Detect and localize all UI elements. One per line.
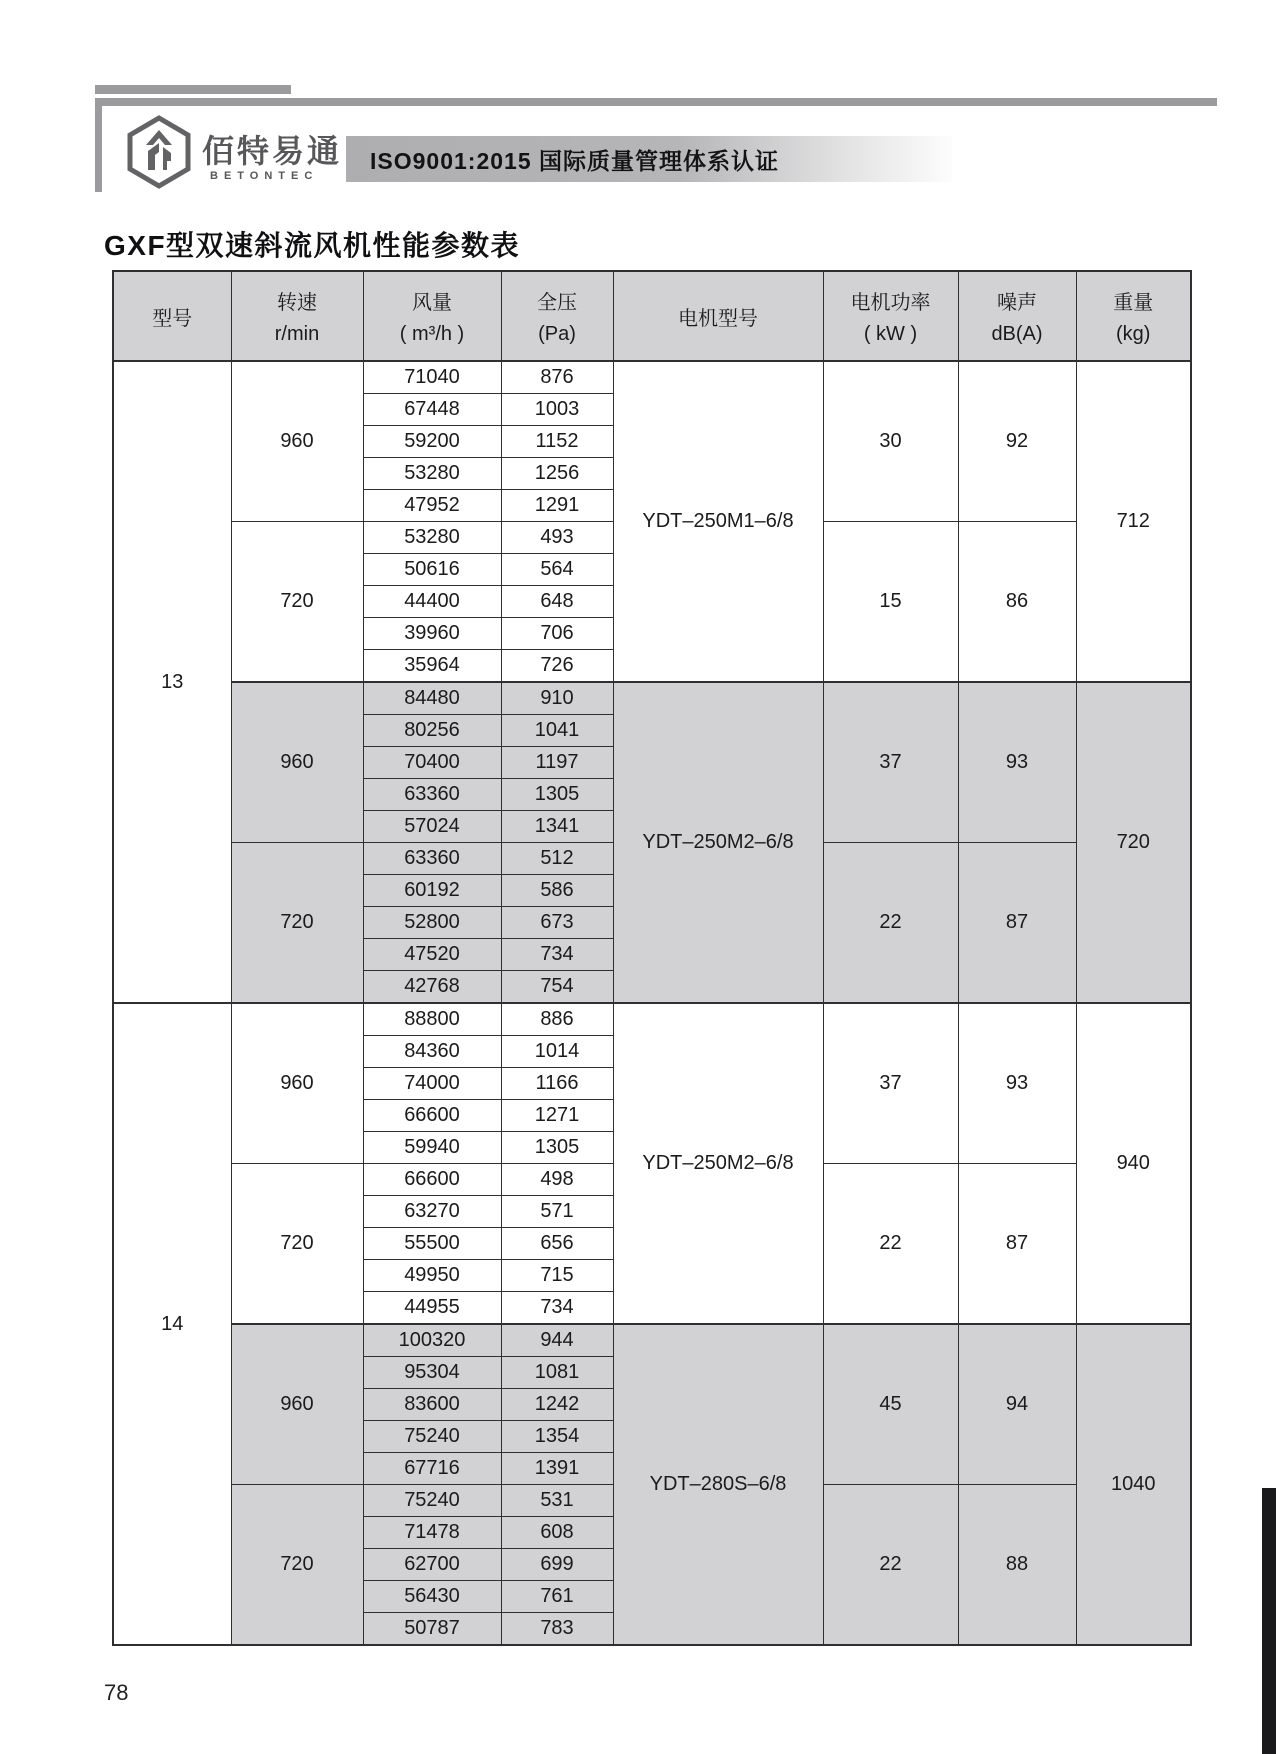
flow-cell: 39960 <box>363 618 501 650</box>
col-header-rpm <box>231 271 363 361</box>
col-header-pressure-unit: (Pa) <box>538 323 576 345</box>
pressure-cell: 886 <box>501 1003 613 1036</box>
power-cell: 37 <box>823 1003 958 1164</box>
flow-cell: 50787 <box>363 1613 501 1646</box>
flow-cell: 50616 <box>363 554 501 586</box>
iso-certification-banner <box>346 136 952 182</box>
noise-cell: 94 <box>958 1324 1076 1485</box>
flow-cell: 66600 <box>363 1100 501 1132</box>
col-header-power-unit: ( kW ) <box>863 323 918 345</box>
col-header-flow <box>363 271 501 361</box>
col-header-power <box>823 271 958 361</box>
pressure-cell: 1291 <box>501 490 613 522</box>
rpm-cell: 720 <box>231 1164 363 1325</box>
pressure-cell: 1242 <box>501 1389 613 1421</box>
weight-cell: 712 <box>1076 361 1191 682</box>
col-header-noise <box>958 271 1076 361</box>
col-header-weight-unit: (kg) <box>1116 323 1151 345</box>
model-cell: 14 <box>113 1003 231 1645</box>
pressure-cell: 734 <box>501 939 613 971</box>
pressure-cell: 1391 <box>501 1453 613 1485</box>
flow-cell: 84480 <box>363 682 501 715</box>
weight-cell: 940 <box>1076 1003 1191 1324</box>
pressure-cell: 944 <box>501 1324 613 1357</box>
table-row <box>113 1324 1191 1357</box>
pressure-cell: 715 <box>501 1260 613 1292</box>
flow-cell: 62700 <box>363 1549 501 1581</box>
col-header-power-label: 电机功率 <box>850 292 931 314</box>
col-header-model-label: 型号 <box>152 307 193 330</box>
col-header-rpm-unit: r/min <box>274 323 320 345</box>
power-cell: 22 <box>823 1485 958 1646</box>
logo-company-name: 佰特易通 <box>202 133 343 169</box>
noise-cell: 92 <box>958 361 1076 522</box>
col-header-weight-label: 重量 <box>1113 292 1154 314</box>
pressure-cell: 1166 <box>501 1068 613 1100</box>
flow-cell: 63270 <box>363 1196 501 1228</box>
col-header-model <box>113 271 231 361</box>
pressure-cell: 656 <box>501 1228 613 1260</box>
pressure-cell: 608 <box>501 1517 613 1549</box>
performance-table <box>112 270 1192 1646</box>
pressure-cell: 1003 <box>501 394 613 426</box>
pressure-cell: 910 <box>501 682 613 715</box>
pressure-cell: 1014 <box>501 1036 613 1068</box>
model-cell: 13 <box>113 361 231 1003</box>
pressure-cell: 498 <box>501 1164 613 1196</box>
noise-cell: 86 <box>958 522 1076 683</box>
flow-cell: 59200 <box>363 426 501 458</box>
motor-cell: YDT–250M2–6/8 <box>613 1003 823 1324</box>
col-header-rpm-label: 转速 <box>277 292 317 314</box>
flow-cell: 63360 <box>363 843 501 875</box>
flow-cell: 47952 <box>363 490 501 522</box>
logo-company-name-en: BETONTEC <box>210 170 319 182</box>
pressure-cell: 726 <box>501 650 613 683</box>
pressure-cell: 734 <box>501 1292 613 1325</box>
flow-cell: 67716 <box>363 1453 501 1485</box>
rpm-cell: 720 <box>231 1485 363 1646</box>
pressure-cell: 1354 <box>501 1421 613 1453</box>
col-header-motor <box>613 271 823 361</box>
flow-cell: 35964 <box>363 650 501 683</box>
motor-cell: YDT–250M2–6/8 <box>613 682 823 1003</box>
power-cell: 15 <box>823 522 958 683</box>
weight-cell: 720 <box>1076 682 1191 1003</box>
pressure-cell: 1305 <box>501 779 613 811</box>
left-rule-vertical <box>95 98 102 192</box>
power-cell: 45 <box>823 1324 958 1485</box>
pressure-cell: 586 <box>501 875 613 907</box>
flow-cell: 47520 <box>363 939 501 971</box>
rpm-cell: 960 <box>231 682 363 843</box>
flow-cell: 66600 <box>363 1164 501 1196</box>
pressure-cell: 1271 <box>501 1100 613 1132</box>
page-number: 78 <box>104 1680 129 1705</box>
flow-cell: 57024 <box>363 811 501 843</box>
table-header-row <box>113 271 1191 361</box>
pressure-cell: 706 <box>501 618 613 650</box>
flow-cell: 53280 <box>363 522 501 554</box>
pressure-cell: 1256 <box>501 458 613 490</box>
flow-cell: 60192 <box>363 875 501 907</box>
flow-cell: 49950 <box>363 1260 501 1292</box>
power-cell: 37 <box>823 682 958 843</box>
flow-cell: 55500 <box>363 1228 501 1260</box>
col-header-noise-unit: dB(A) <box>991 323 1043 345</box>
col-header-pressure-label: 全压 <box>537 292 577 314</box>
iso-certification-text: ISO9001:2015 国际质量管理体系认证 <box>370 147 780 174</box>
pressure-cell: 564 <box>501 554 613 586</box>
pressure-cell: 1305 <box>501 1132 613 1164</box>
col-header-flow-unit: ( m³/h ) <box>399 323 465 345</box>
flow-cell: 44955 <box>363 1292 501 1325</box>
flow-cell: 100320 <box>363 1324 501 1357</box>
flow-cell: 44400 <box>363 586 501 618</box>
flow-cell: 71040 <box>363 361 501 394</box>
flow-cell: 67448 <box>363 394 501 426</box>
pressure-cell: 531 <box>501 1485 613 1517</box>
pressure-cell: 699 <box>501 1549 613 1581</box>
power-cell: 30 <box>823 361 958 522</box>
weight-cell: 1040 <box>1076 1324 1191 1645</box>
flow-cell: 75240 <box>363 1485 501 1517</box>
noise-cell: 93 <box>958 682 1076 843</box>
flow-cell: 70400 <box>363 747 501 779</box>
pressure-cell: 648 <box>501 586 613 618</box>
rpm-cell: 960 <box>231 361 363 522</box>
rpm-cell: 960 <box>231 1324 363 1485</box>
pressure-cell: 876 <box>501 361 613 394</box>
pressure-cell: 493 <box>501 522 613 554</box>
pressure-cell: 1152 <box>501 426 613 458</box>
power-cell: 22 <box>823 1164 958 1325</box>
page-title: GXF型双速斜流风机性能参数表 <box>104 230 521 261</box>
flow-cell: 52800 <box>363 907 501 939</box>
rpm-cell: 720 <box>231 522 363 683</box>
pressure-cell: 673 <box>501 907 613 939</box>
pressure-cell: 1341 <box>501 811 613 843</box>
col-header-noise-label: 噪声 <box>997 292 1037 314</box>
flow-cell: 83600 <box>363 1389 501 1421</box>
pressure-cell: 754 <box>501 971 613 1004</box>
flow-cell: 53280 <box>363 458 501 490</box>
noise-cell: 93 <box>958 1003 1076 1164</box>
betontec-logo-icon <box>126 114 192 190</box>
rpm-cell: 960 <box>231 1003 363 1164</box>
col-header-motor-label: 电机型号 <box>678 307 758 330</box>
top-rule-long <box>95 98 1217 106</box>
flow-cell: 63360 <box>363 779 501 811</box>
col-header-flow-label: 风量 <box>412 292 452 314</box>
power-cell: 22 <box>823 843 958 1004</box>
flow-cell: 80256 <box>363 715 501 747</box>
flow-cell: 95304 <box>363 1357 501 1389</box>
pressure-cell: 1197 <box>501 747 613 779</box>
flow-cell: 88800 <box>363 1003 501 1036</box>
flow-cell: 59940 <box>363 1132 501 1164</box>
motor-cell: YDT–250M1–6/8 <box>613 361 823 682</box>
pressure-cell: 761 <box>501 1581 613 1613</box>
noise-cell: 87 <box>958 843 1076 1004</box>
flow-cell: 84360 <box>363 1036 501 1068</box>
table-body <box>113 361 1191 1645</box>
noise-cell: 87 <box>958 1164 1076 1325</box>
col-header-pressure <box>501 271 613 361</box>
top-rule-short <box>95 85 291 94</box>
flow-cell: 56430 <box>363 1581 501 1613</box>
flow-cell: 75240 <box>363 1421 501 1453</box>
table-row <box>113 682 1191 715</box>
pressure-cell: 571 <box>501 1196 613 1228</box>
motor-cell: YDT–280S–6/8 <box>613 1324 823 1645</box>
pressure-cell: 1081 <box>501 1357 613 1389</box>
pressure-cell: 1041 <box>501 715 613 747</box>
table-row <box>113 361 1191 394</box>
pressure-cell: 512 <box>501 843 613 875</box>
right-edge-bar <box>1262 1488 1276 1754</box>
table-row <box>113 1003 1191 1036</box>
rpm-cell: 720 <box>231 843 363 1004</box>
pressure-cell: 783 <box>501 1613 613 1646</box>
col-header-weight <box>1076 271 1191 361</box>
flow-cell: 71478 <box>363 1517 501 1549</box>
flow-cell: 74000 <box>363 1068 501 1100</box>
noise-cell: 88 <box>958 1485 1076 1646</box>
flow-cell: 42768 <box>363 971 501 1004</box>
